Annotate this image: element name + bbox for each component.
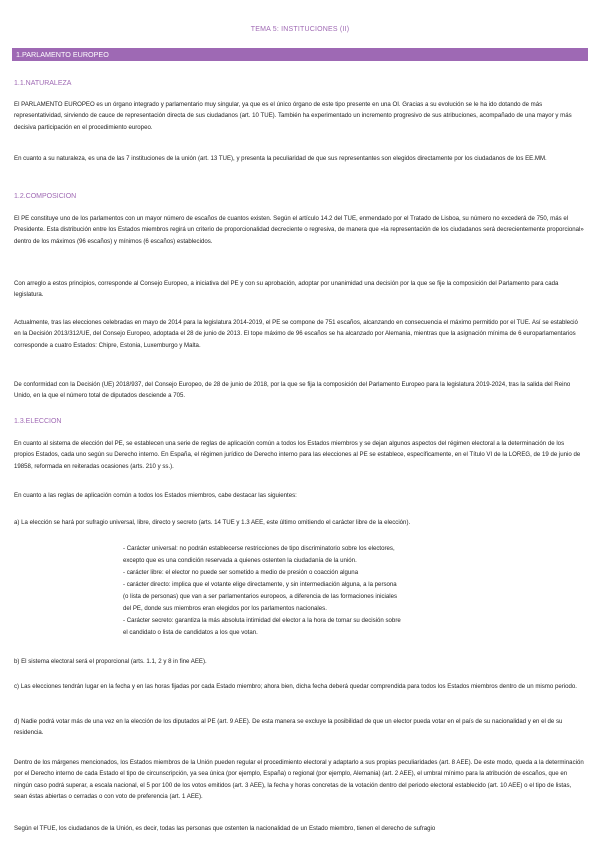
paragraph-composicion-1: El PE constituye uno de los parlamentos con un mayor número de escaños de cuantos existen. Según el artículo 14.2 del TUE, enmendado por el Tratado de Lisboa, su número no excederá de 750, más el Presidente. Esta distribución entre los Estados miembros regirá un criterio de proporcionalidad decreciente o regresiva, de manera que «la representación de los ciudadanos será decrecientemente proporcional» dentro de los máximos (96 escaños) y mínimos (6 escaños) establecidos. (14, 215, 584, 245)
bullet-libre: - carácter libre: el elector no puede ser sometido a medio de presión o coacción alguna (123, 569, 359, 576)
subheading-naturaleza: 1.1.NATURALEZA (14, 80, 72, 87)
section-header-parlamento: 1.PARLAMENTO EUROPEO (12, 48, 588, 61)
subheading-eleccion: 1.3.ELECCION (14, 418, 62, 425)
paragraph-composicion-4: De conformidad con la Decisión (UE) 2018/937, del Consejo Europeo, de 28 de junio de 2018, por la que se fija la composición del Parlamento Europeo para la legislatura 2019-2024, tras la salida del Reino Unido, en la que el número total de diputados desciende a 705. (14, 381, 571, 400)
paragraph-eleccion-3: Dentro de los márgenes mencionados, los Estados miembros de la Unión pueden regular el procedimiento electoral y adaptarlo a sus propias peculiaridades (art. 8 AEE). De este modo, queda a la determinación por el Derecho interno de cada Estado el tipo de circunscripción, ya sea única (por ejemplo, España) o regional (por ejemplo, Alemania) (art. 2 AEE), el umbral mínimo para la atribución de escaños, que en ningún caso podrá superar, a escala nacional, el 5 por 100 de los votos emitidos (art. 3 AEE), la fecha y horas concretas de la votación dentro del periodo electoral establecido (art. 10 AEE) o el tipo de listas, sean éstas abiertas o cerradas o con voto de preferencia (art. 1 AEE). (14, 759, 584, 800)
document-title: TEMA 5: INSTITUCIONES (II) (250, 26, 350, 33)
bullet-universal-line2: excepto que es una condición reservada a quienes ostenten la ciudadanía de la unión. (123, 557, 357, 564)
subheading-composicion: 1.2.COMPOSICION (14, 193, 77, 200)
paragraph-composicion-2: Con arreglo a estos principios, corresponde al Consejo Europeo, a iniciativa del PE y con su aprobación, adoptar por unanimidad una decisión por la que se fije la composición del Parlamento para cada legislatura. (14, 280, 559, 299)
bullet-directo-line1: - carácter directo: implica que el votante elige directamente, y sin intermediación alguna, a la persona (123, 581, 397, 588)
paragraph-naturaleza-1: El PARLAMENTO EUROPEO es un órgano integrado y parlamentario muy singular, ya que es el único órgano de este tipo presente en una OI. Gracias a su evolución se le ha ido dotando de más representatividad, sirviendo de cauce de representación directa de sus ciudadanos (art. 10 TUE). También ha experimentado un incremento progresivo de sus atribuciones, acompañado de una mayor y más decisiva participación en el procedimiento europeo. (14, 101, 572, 131)
rule-b: b) El sistema electoral será el proporcional (arts. 1.1, 2 y 8 in fine AEE). (14, 658, 207, 665)
paragraph-eleccion-2: En cuanto a las reglas de aplicación común a todos los Estados miembros, cabe destacar las siguientes: (14, 492, 297, 499)
paragraph-eleccion-1: En cuanto al sistema de elección del PE, se establecen una serie de reglas de aplicación común a todos los Estados miembros y se dejan algunos aspectos del régimen electoral a la determinación de los propios Estados, cada uno según su Derecho interno. En España, el régimen jurídico de Derecho interno para las elecciones al PE se establece, específicamente, en el Título VI de la LOREG, de 19 de junio de 19858, reformada en reiteradas ocasiones (arts. 210 y ss.). (14, 440, 581, 470)
rule-c: c) Las elecciones tendrán lugar en la fecha y en las horas fijadas por cada Estado miembro; ahora bien, dicha fecha deberá quedar comprendida para todos los Estados miembros dentro de un mismo periodo. (14, 683, 577, 690)
rule-d: d) Nadie podrá votar más de una vez en la elección de los diputados al PE (art. 9 AEE). De esta manera se excluye la posibilidad de que un elector pueda votar en el país de su nacionalidad y en el de su residencia. (14, 718, 563, 737)
bullet-directo-line2: (o lista de personas) que van a ser parlamentarios europeos, a diferencia de las formaciones iniciales (123, 593, 398, 600)
paragraph-naturaleza-2: En cuanto a su naturaleza, es una de las 7 instituciones de la unión (art. 13 TUE), y presenta la peculiaridad de que sus representantes son elegidos directamente por los ciudadanos de los EE.MM. (14, 155, 547, 162)
paragraph-eleccion-4: Según el TFUE, los ciudadanos de la Unión, es decir, todas las personas que ostenten la nacionalidad de un Estado miembro, tienen el derecho de sufragio (14, 825, 436, 832)
bullet-secreto-line2: el candidato o lista de candidatos a los que votan. (123, 629, 258, 636)
rule-a: a) La elección se hará por sufragio universal, libre, directo y secreto (arts. 14 TUE y 1.3 AEE, este último omitiendo el carácter libre de la elección). (14, 519, 411, 526)
paragraph-composicion-3: Actualmente, tras las elecciones celebradas en mayo de 2014 para la legislatura 2014-2019, el PE se compone de 751 escaños, alcanzando en consecuencia el máximo permitido por el TUE. Así se estableció en la Decisión 2013/312/UE, del Consejo Europeo, adoptada el 28 de junio de 2013. El tope máximo de 96 escaños se ha alcanzado por Alemania, mientras que la asignación mínima de 6 europarlamentarios corresponde a cuatro Estados: Chipre, Estonia, Luxemburgo y Malta. (14, 319, 578, 349)
bullet-directo-line3: del PE, donde sus miembros eran elegidos por los parlamentos nacionales. (123, 605, 327, 612)
bullet-secreto-line1: - Carácter secreto: garantiza la más absoluta intimidad del elector a la hora de tomar su decisión sobre (123, 617, 401, 624)
bullet-universal-line1: - Carácter universal: no podrán establecerse restricciones de tipo discriminatorio sobre los electores, (123, 545, 395, 552)
